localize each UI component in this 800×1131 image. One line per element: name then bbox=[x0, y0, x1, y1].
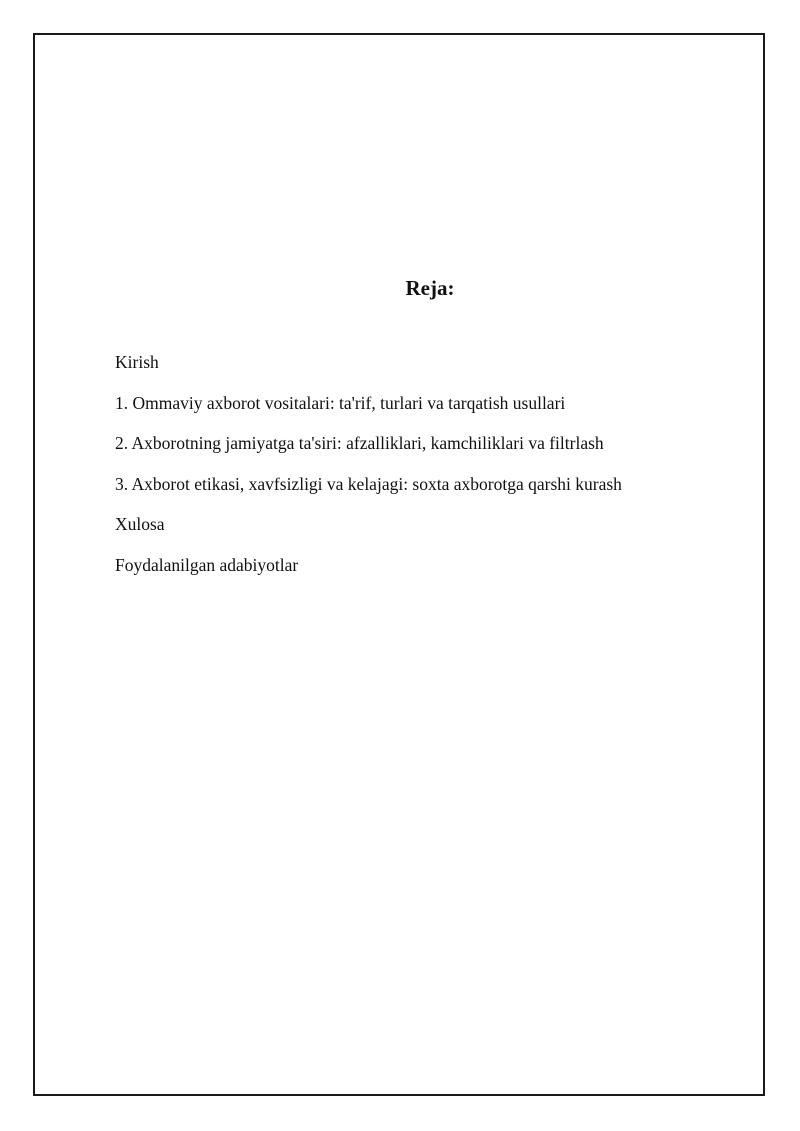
plan-item-references: Foydalanilgan adabiyotlar bbox=[115, 554, 299, 575]
plan-item-2: 2. Axborotning jamiyatga ta'siri: afzalliklari, kamchiliklari va filtrlash bbox=[115, 433, 604, 453]
page-title: Reja: bbox=[405, 276, 455, 300]
plan-item-introduction: Kirish bbox=[115, 352, 159, 372]
plan-item-1: 1. Ommaviy axborot vositalari: ta'rif, turlari va tarqatish usullari bbox=[115, 392, 566, 413]
plan-list bbox=[115, 349, 622, 592]
plan-item-conclusion: Xulosa bbox=[115, 514, 165, 534]
plan-item-3: 3. Axborot etikasi, xavfsizligi va kelajagi: soxta axborotga qarshi kurash bbox=[115, 473, 622, 494]
